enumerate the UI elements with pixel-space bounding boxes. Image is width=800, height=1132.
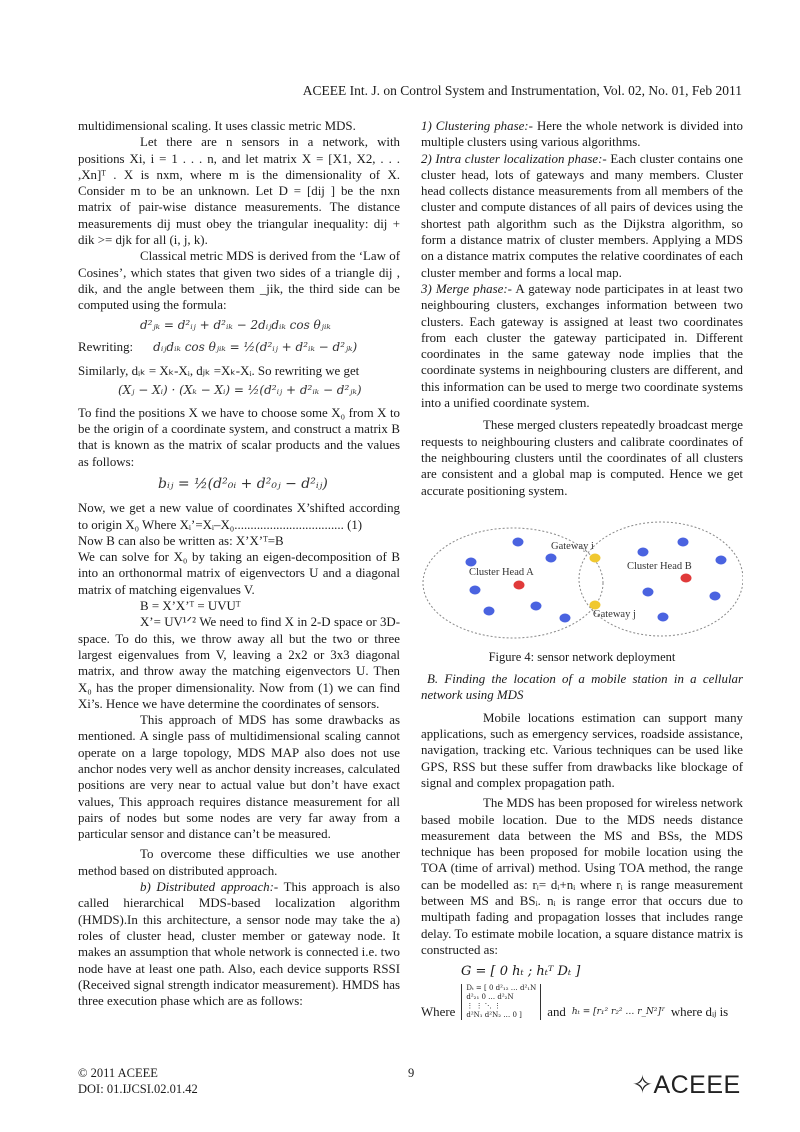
rewriting-row: [78, 339, 400, 355]
member-node: [716, 555, 727, 564]
page-number: 9: [408, 1066, 415, 1080]
cluster-head-node: [514, 580, 525, 589]
equation-rewritten: dᵢⱼdᵢₖ cos θⱼᵢₖ = ½(d²ᵢⱼ + d²ᵢₖ − d²ⱼₖ): [153, 339, 358, 354]
paragraph: The MDS has been proposed for wireless network based mobile location. Due to the MDS needs distance measurement data between the MS and BSs, the MDS technique has been proposed for mobile location using the TOA (time of arrival) method. Using TOA method, the range can be modelled as: rᵢ= dᵢ+nᵢ where rᵢ is range measurement between MS and BSᵢ. nᵢ is range error that occurs due to multipath fading and propagation losses that includes range delay. To estimate mobile location, a square distance matrix is constructed as:: [421, 796, 743, 957]
label-gateway-i: Gateway i: [551, 540, 594, 552]
doi: DOI: 01.IJCSI.02.01.42: [78, 1082, 198, 1096]
member-node: [484, 606, 495, 615]
paragraph: multidimensional scaling. It uses classic metric MDS.: [78, 119, 356, 133]
right-column: [421, 118, 743, 1020]
paragraph: Each cluster contains one cluster head, lots of gateways and many members. Cluster head collects distance measurements from all members of the cluster and compute distances of all pairs of devices using the shortest path algorithm such as the Dijkstra algorithm, so form a distance matrix of cluster members. Applying a MDS on a distance matrix computes the relative coordinates of each cluster member and forms a local map.: [421, 151, 743, 280]
paragraph: Here the whole network is divided into multiple clusters using various algorithms.: [421, 119, 743, 150]
label-gateway-j: Gateway j: [593, 608, 636, 620]
paragraph: Similarly, dᵢₖ = Xₖ-Xᵢ, dⱼₖ =Xₖ-Xᵢ. So rewriting we get: [78, 364, 360, 379]
member-node: [560, 613, 571, 622]
paragraph: This approach is also called hierarchical MDS-based localization algorithm (HMDS).In this architecture, a sensor node may take the a) roles of cluster head, cluster member or gateway node. It makes an assumption that whole network is connected i.e. two node have at least one path. Also, each device supports RSSI (Received signal strength indicator measurement). HMDS has three execution phase which are as follows:: [78, 880, 400, 1009]
member-node: [531, 601, 542, 610]
paragraph: This approach of MDS has some drawbacks as mentioned. A single pass of multidimensional scaling cannot operate on a large topology, MDS MAP also does not use anchor nodes very well as anchor density increases, calculated positions are very near to actual value but don’t have exact values, This approach requires distance measurement for all pairs of nodes but some nodes are very far away from a particular sensor and distance can’t be measured.: [78, 713, 400, 842]
paragraph: Classical metric MDS is derived from the ‘Law of Cosines’, which states that given two sides of a triangle dij , dik, and the angle between them _jik, the third side can be computed using the formula:: [78, 249, 400, 313]
star-icon: ✧: [632, 1071, 654, 1099]
where-label: Where: [421, 1005, 456, 1020]
matrix-row: d²N₁ d²N₂ … 0 ]: [466, 1011, 522, 1020]
matrix-row: Dₜ = [ 0 d²₁₂ … d²₁N: [466, 984, 537, 993]
equation-b: B = X’X’ᵀ = UVUᵀ: [140, 599, 241, 614]
paragraph: We can solve for X₀ by taking an eigen-decomposition of B into an orthonormal matrix of eigenvectors U and a diagonal matrix of matching eigenvalues V.: [78, 550, 400, 597]
paragraph: To overcome these difficulties we use another method based on distributed approach.: [78, 847, 400, 878]
equation-bij: bᵢⱼ = ½(d²₀ᵢ + d²₀ⱼ − d²ᵢⱼ): [158, 475, 328, 492]
h-vector: hₜ = [r₁² r₂² … r_N²]ᵀ: [571, 1007, 665, 1018]
rewriting-label: Rewriting:: [78, 339, 134, 354]
member-node: [513, 537, 524, 546]
equation-g-matrix: G = [ 0 hₜ ; hₜᵀ Dₜ ]: [461, 964, 581, 980]
subsection-label: b) Distributed approach:-: [140, 880, 279, 895]
paragraph: Mobile locations estimation can support many applications, such as emergency services, roadside assistance, navigation, tracking etc. Various techniques can be used like GPS, RSS but these suffer from drawbacks like blockage of signal and complex propagation path.: [421, 710, 743, 790]
section-heading: B. Finding the location of a mobile station in a cellular network using MDS: [421, 672, 743, 703]
member-node: [470, 585, 481, 594]
aceee-logo: [632, 1070, 741, 1100]
phase-label: 2) Intra cluster localization phase:-: [421, 151, 607, 166]
left-column: [78, 118, 400, 1009]
matrix-row: d²₂₁ 0 … d²₂N: [466, 993, 514, 1002]
figure-caption: Figure 4: sensor network deployment: [488, 649, 676, 664]
paragraph: Now, we get a new value of coordinates X’shifted according to origin X₀ Where Xᵢ’=Xᵢ–X₀.................................. (1): [78, 501, 400, 532]
phase-label: 1) Clustering phase:-: [421, 119, 533, 133]
phase-label: 3) Merge phase:-: [421, 281, 512, 296]
paragraph: A gateway node participates in at least two neighbouring clusters, exchanges information between two clusters. Each gateway is assigned at least two coordinates from each cluster the gateway participated in. Different coordinates in the same gateway node implies that the coordinate systems in neighbouring clusters are different, and this information can be used to merge two coordinate systems into a unified coordinate system.: [421, 281, 743, 411]
member-node: [710, 591, 721, 600]
equation-law-of-cosines: d²ⱼₖ = d²ᵢⱼ + d²ᵢₖ − 2dᵢⱼdᵢₖ cos θⱼᵢₖ: [140, 317, 331, 332]
label-cluster-head-a: Cluster Head A: [469, 566, 534, 578]
copyright: © 2011 ACEEE: [78, 1066, 158, 1080]
paragraph: Now B can also be written as: X’X’ᵀ=B: [78, 533, 284, 548]
paragraph: To find the positions X we have to choose some X₀ from X to be the origin of a coordinate system, and construct a matrix B that is known as the matrix of scalar products and the values as follows:: [78, 405, 400, 469]
and-label: and: [547, 1005, 566, 1020]
member-node: [638, 547, 649, 556]
member-node: [658, 612, 669, 621]
matrix-row: ⋮ ⋮ ⋱ ⋮: [466, 1002, 502, 1011]
running-header: ACEEE Int. J. on Control System and Instrumentation, Vol. 02, No. 01, Feb 2011: [302, 83, 742, 98]
where-end: where dᵢⱼ is: [670, 1005, 729, 1020]
logo-text: ACEEE: [653, 1071, 741, 1099]
paragraph: These merged clusters repeatedly broadcast merge requests to neighbouring clusters and calibrate coordinates of the neighbouring clusters until the coordinates of all clusters are consistent and a global map is computed. Hence we get accurate positioning system.: [421, 418, 743, 498]
d-matrix: [461, 984, 541, 1020]
member-node: [643, 587, 654, 596]
figure-sensor-network: [421, 517, 743, 645]
label-cluster-head-b: Cluster Head B: [627, 560, 692, 572]
where-row: [421, 984, 743, 1020]
member-node: [678, 537, 689, 546]
equation-dot-product: (Xⱼ − Xᵢ) · (Xₖ − Xᵢ) = ½(d²ᵢⱼ + d²ᵢₖ − d²ⱼₖ): [118, 383, 362, 398]
paragraph: X’= UV¹ᐟ² We need to find X in 2-D space or 3D-space. To do this, we throw away all but the two or three largest eigenvalues from V, leaving a 2x2 or 3x3 diagonal matrix, and throw away the matching eigenvectors U. Then X₀ has the proper dimensionality. Now from (1) we can find Xi’s. Hence we have determine the coordinates of sensors.: [78, 615, 400, 711]
paragraph: Let there are n sensors in a network, with positions Xi, i = 1 . . . n, and let matrix X = [X1, X2, . . . ,Xn]ᵀ . X is nxm, where m is the dimensionality of X. Consider m to be an unknown. Let D = [dij ] be the nxn matrix of pair-wise distance measurements. The distance measurements dij must obey the triangular inequality: dij + dik >= djk for all (i, j, k).: [78, 135, 400, 248]
